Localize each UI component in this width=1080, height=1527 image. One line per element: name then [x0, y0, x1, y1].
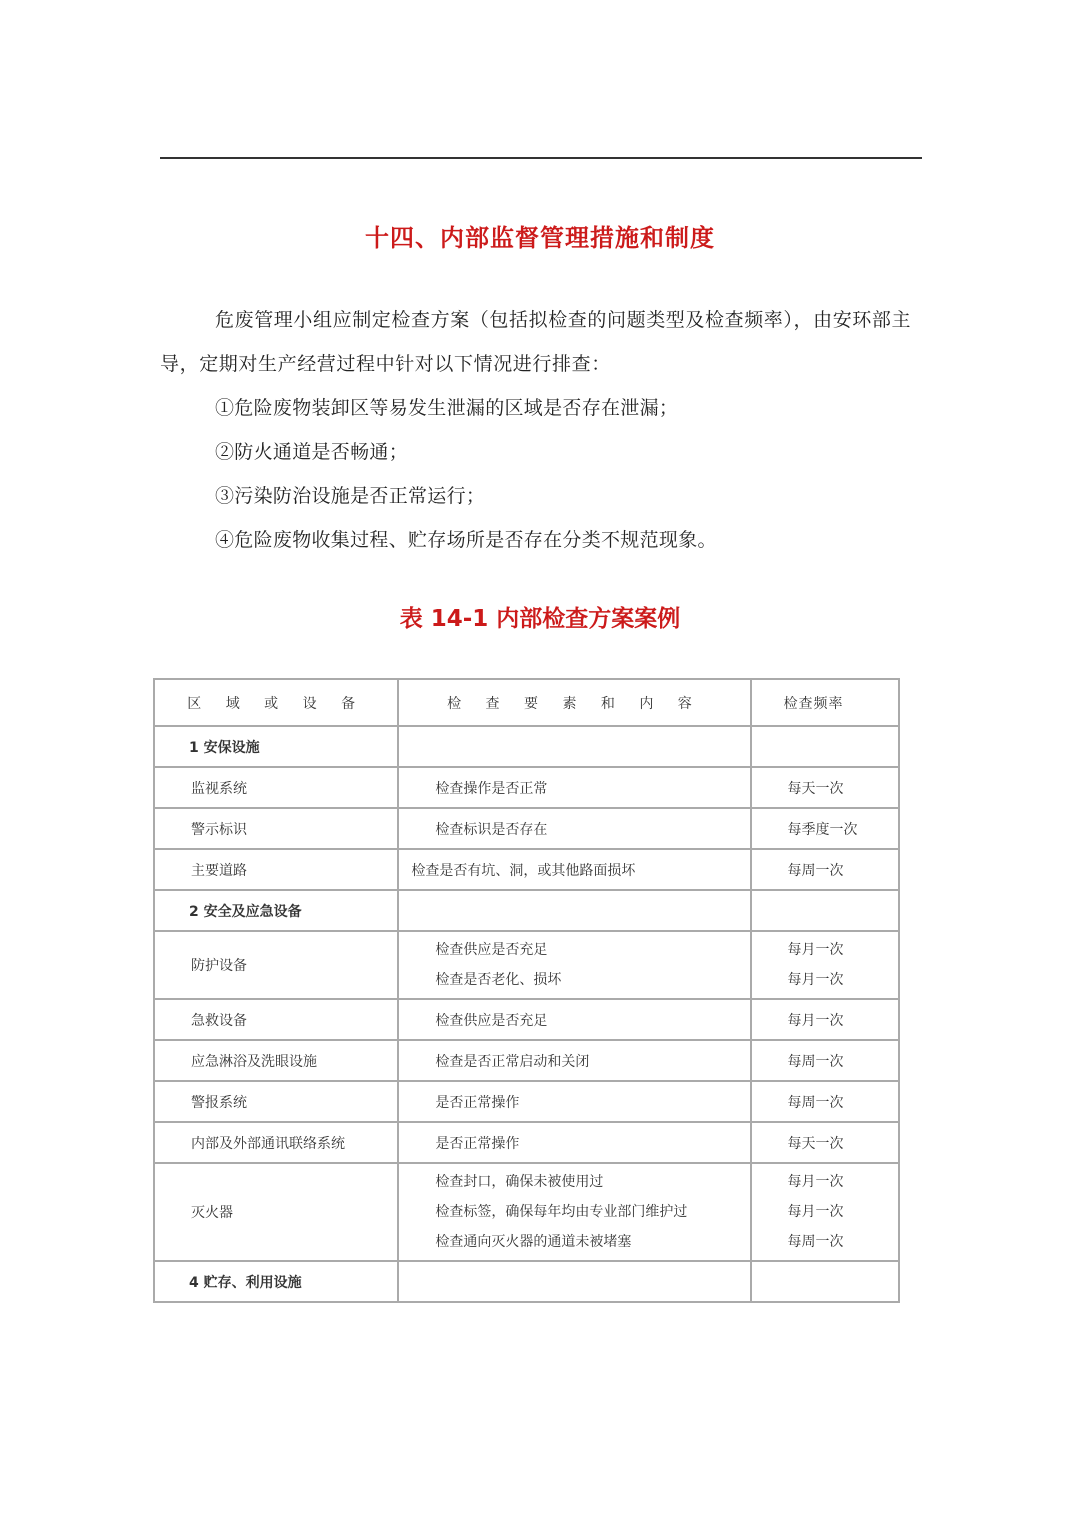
table-row: [155, 1262, 900, 1303]
check-item-2: ②防火通道是否畅通；: [215, 441, 409, 463]
frequency-cell: 每天一次: [752, 768, 901, 809]
table-row: [155, 727, 900, 768]
check-item-4: ④危险废物收集过程、贮存场所是否存在分类不规范现象。: [215, 529, 717, 551]
area-cell: 内部及外部通讯联络系统: [155, 1123, 399, 1164]
table-header-row: [155, 680, 900, 727]
area-cell: 急救设备: [155, 1000, 399, 1041]
frequency-cell: 每周一次: [752, 850, 901, 891]
table-row: [155, 850, 900, 891]
table-row: [155, 932, 900, 1000]
frequency-line: 每月一次: [787, 942, 844, 958]
inspection-table: [153, 678, 900, 1303]
content-cell: [399, 1262, 751, 1303]
content-cell: [399, 932, 751, 1000]
content-cell: 检查供应是否充足: [399, 1000, 751, 1041]
content-cell: 检查标识是否存在: [399, 809, 751, 850]
content-cell: 检查是否正常启动和关闭: [399, 1041, 751, 1082]
frequency-line: 每周一次: [787, 1234, 844, 1250]
content-cell: 检查是否有坑、洞，或其他路面损坏: [399, 850, 751, 891]
table-row: [155, 809, 900, 850]
header-frequency: 检查频率: [752, 680, 901, 727]
header-rule: [160, 157, 922, 159]
content-cell: 是否正常操作: [399, 1123, 751, 1164]
content-line: 检查标签，确保每年均由专业部门维护过: [435, 1204, 688, 1220]
content-cell: [399, 891, 751, 932]
area-cell: 应急淋浴及洗眼设施: [155, 1041, 399, 1082]
content-cell: 是否正常操作: [399, 1082, 751, 1123]
table-row: [155, 768, 900, 809]
table-row: [155, 1164, 900, 1262]
content-line: 检查通向灭火器的通道未被堵塞: [435, 1234, 632, 1250]
frequency-cell: [752, 1164, 901, 1262]
table-row: [155, 1041, 900, 1082]
content-cell: 检查操作是否正常: [399, 768, 751, 809]
content-cell: [399, 727, 751, 768]
frequency-cell: 每天一次: [752, 1123, 901, 1164]
intro-paragraph: 危废管理小组应制定检查方案（包括拟检查的问题类型及检查频率），由安环部主导，定期对生产经营过程中针对以下情况进行排查：: [160, 309, 912, 375]
frequency-cell: [752, 891, 901, 932]
area-cell: 警示标识: [155, 809, 399, 850]
inspection-table-wrapper: [153, 678, 900, 1303]
area-cell: 监视系统: [155, 768, 399, 809]
area-cell: 警报系统: [155, 1082, 399, 1123]
table-row: [155, 1000, 900, 1041]
check-item-3: ③污染防治设施是否正常运行；: [215, 485, 486, 507]
frequency-cell: [752, 727, 901, 768]
table-row: [155, 1082, 900, 1123]
category-cell: 2 安全及应急设备: [155, 891, 399, 932]
frequency-cell: 每周一次: [752, 1041, 901, 1082]
body-text: [160, 298, 915, 562]
section-title: 十四、内部监督管理措施和制度: [365, 224, 715, 252]
frequency-cell: 每周一次: [752, 1082, 901, 1123]
table-row: [155, 1123, 900, 1164]
content-line: 检查供应是否充足: [435, 942, 548, 958]
frequency-line: 每月一次: [787, 1174, 844, 1190]
area-cell: 灭火器: [155, 1164, 399, 1262]
table-title: 表 14-1 内部检查方案案例: [399, 606, 681, 632]
check-item-1: ①危险废物装卸区等易发生泄漏的区域是否存在泄漏；: [215, 397, 679, 419]
frequency-line: 每月一次: [787, 972, 844, 988]
frequency-line: 每月一次: [787, 1204, 844, 1220]
table-row: [155, 891, 900, 932]
content-cell: [399, 1164, 751, 1262]
area-cell: 防护设备: [155, 932, 399, 1000]
frequency-cell: 每季度一次: [752, 809, 901, 850]
category-cell: 4 贮存、利用设施: [155, 1262, 399, 1303]
frequency-cell: 每月一次: [752, 1000, 901, 1041]
category-cell: 1 安保设施: [155, 727, 399, 768]
frequency-cell: [752, 932, 901, 1000]
header-content: 检 查 要 素 和 内 容: [399, 680, 751, 727]
content-line: 检查封口，确保未被使用过: [435, 1174, 604, 1190]
content-line: 检查是否老化、损坏: [435, 972, 562, 988]
area-cell: 主要道路: [155, 850, 399, 891]
frequency-cell: [752, 1262, 901, 1303]
header-area: 区 域 或 设 备: [155, 680, 399, 727]
